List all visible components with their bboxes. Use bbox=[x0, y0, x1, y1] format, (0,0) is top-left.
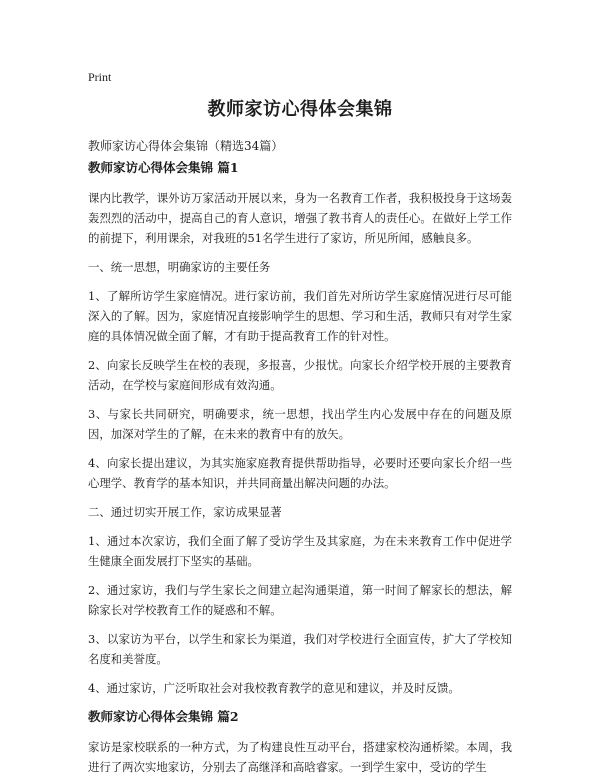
page-title: 教师家访心得体会集锦 bbox=[207, 99, 393, 120]
paragraph-item: 4、向家长提出建议，为其实施家庭教育提供帮助指导，必要时还要向家长介绍一些心理学、教育学的基本知识，并共同商量出解决问题的办法。 bbox=[88, 456, 512, 490]
paragraph-intro-2: 家访是家校联系的一种方式，为了构建良性互动平台，搭建家校沟通桥梁。本周，我进行了两次实地家访，分别去了高继泽和高晗睿家。一到学生家中，受访的学生 bbox=[88, 740, 512, 774]
paragraph-item: 4、通过家访，广泛听取社会对我校教育教学的意见和建议，并及时反馈。 bbox=[88, 681, 460, 695]
section-heading-1: 教师家访心得体会集锦 篇1 bbox=[88, 160, 239, 175]
outline-heading-2: 二、通过切实开展工作，家访成果显著 bbox=[88, 505, 282, 519]
paragraph-item: 1、了解所访学生家庭情况。进行家访前，我们首先对所访学生家庭情况进行尽可能深入的了解。因为，家庭情况直接影响学生的思想、学习和生活，教师只有对学生家庭的具体情况做全面了解，才有助于提高教育工作的针对性。 bbox=[88, 289, 512, 343]
print-label[interactable]: Print bbox=[88, 70, 112, 84]
document-body bbox=[88, 158, 512, 776]
section-heading-2: 教师家访心得体会集锦 篇2 bbox=[88, 709, 239, 724]
paragraph-item: 2、通过家访，我们与学生家长之间建立起沟通渠道，第一时间了解家长的想法，解除家长对学校教育工作的疑惑和不解。 bbox=[88, 583, 512, 617]
paragraph-item: 3、以家访为平台，以学生和家长为渠道，我们对学校进行全面宣传，扩大了学校知名度和美誉度。 bbox=[88, 632, 512, 666]
paragraph-item: 3、与家长共同研究，明确要求，统一思想，找出学生内心发展中存在的问题及原因，加深对学生的了解，在未来的教育中有的放矢。 bbox=[88, 407, 512, 441]
paragraph-intro-1: 课内比教学，课外访万家活动开展以来，身为一名教育工作者，我积极投身于这场轰轰烈烈的活动中，提高自己的育人意识，增强了教书育人的责任心。在做好上学工作的前提下，利用课余，对我班的51名学生进行了家访，所见所闻，感触良多。 bbox=[88, 191, 512, 245]
outline-heading-1: 一、统一思想，明确家访的主要任务 bbox=[88, 260, 271, 274]
paragraph-item: 2、向家长反映学生在校的表现，多报喜，少报忧。向家长介绍学校开展的主要教育活动，在学校与家庭间形成有效沟通。 bbox=[88, 358, 512, 392]
document-subtitle: 教师家访心得体会集锦（精选34篇） bbox=[88, 139, 284, 153]
paragraph-item: 1、通过本次家访，我们全面了解了受访学生及其家庭，为在未来教育工作中促进学生健康全面发展打下坚实的基础。 bbox=[88, 534, 512, 568]
